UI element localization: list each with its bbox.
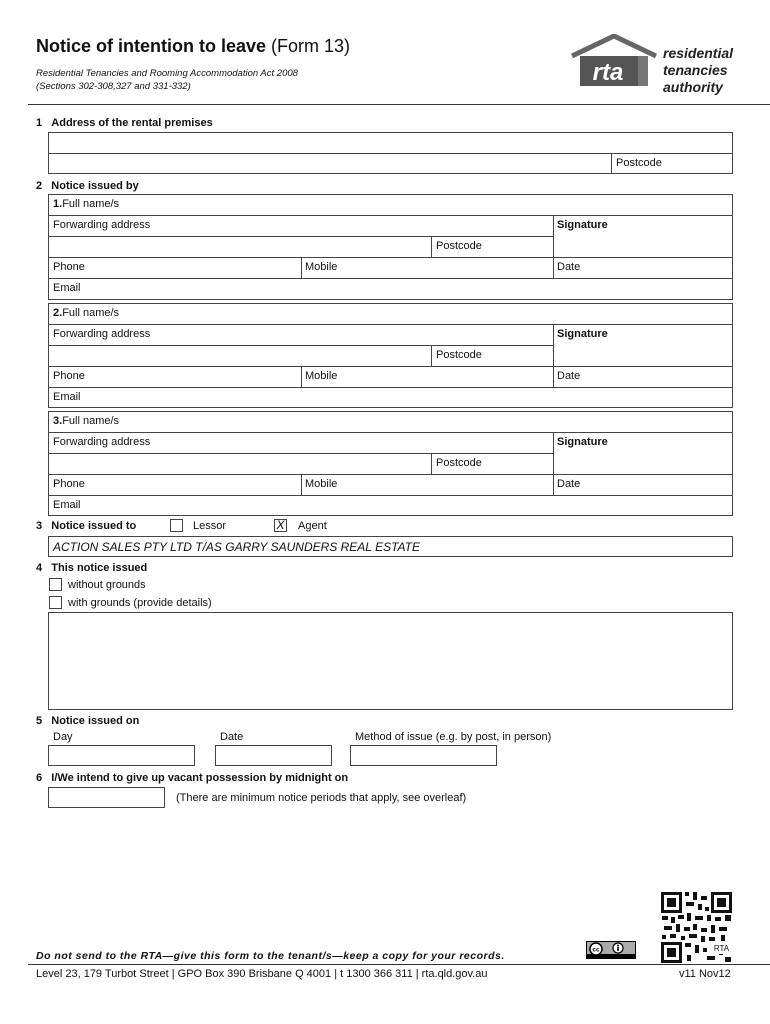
person-2-postcode-divider xyxy=(431,345,432,366)
vacate-date-field[interactable] xyxy=(48,787,165,808)
person-3-email-label: Email xyxy=(53,499,81,511)
section-3-heading: 3 Notice issued to xyxy=(36,520,137,532)
person-1-signature-label: Signature xyxy=(557,219,608,231)
person-1-mobile-label: Mobile xyxy=(305,261,338,273)
section-1-heading: 1 Address of the rental premises xyxy=(36,117,213,129)
form-number: (Form 13) xyxy=(271,36,351,56)
method-field[interactable] xyxy=(350,745,497,766)
person-3-sig-divider xyxy=(553,432,554,474)
logo-line-1: residential xyxy=(663,45,734,61)
person-3-line xyxy=(48,474,733,475)
person-1-line xyxy=(48,236,553,237)
person-2-line xyxy=(48,366,733,367)
person-2-email-label: Email xyxy=(53,391,81,403)
person-3-line xyxy=(48,432,733,433)
person-3-phone-label: Phone xyxy=(53,478,85,490)
person-3-line xyxy=(48,495,733,496)
person-3-name-label: 3.Full name/s xyxy=(53,415,120,427)
person-2-postcode-label: Postcode xyxy=(436,349,482,361)
person-2-signature-label: Signature xyxy=(557,328,608,340)
person-3-divider xyxy=(301,474,302,495)
agent-label: Agent xyxy=(298,520,327,532)
method-label: Method of issue (e.g. by post, in person) xyxy=(355,731,552,743)
without-grounds-checkbox[interactable] xyxy=(49,578,62,591)
person-1-line xyxy=(48,215,733,216)
person-1-forwarding-label: Forwarding address xyxy=(53,219,151,231)
person-3-divider xyxy=(553,474,554,495)
person-3-signature-label: Signature xyxy=(557,436,608,448)
creative-commons-badge xyxy=(586,941,636,959)
person-2-name-label: 2.Full name/s xyxy=(53,307,120,319)
person-2-mobile-label: Mobile xyxy=(305,370,338,382)
person-1-date-label: Date xyxy=(557,261,581,273)
footer-instruction: Do not send to the RTA—give this form to the tenant/s—keep a copy for your records. xyxy=(36,950,505,962)
person-2-line xyxy=(48,324,733,325)
address-postcode-label: Postcode xyxy=(616,157,662,169)
person-2-sig-divider xyxy=(553,324,554,366)
day-label: Day xyxy=(53,731,73,743)
qr-label: RTA xyxy=(713,944,730,953)
page-title xyxy=(36,36,350,57)
person-3-postcode-label: Postcode xyxy=(436,457,482,469)
logo-line-2: tenancies xyxy=(663,62,728,78)
person-1-divider xyxy=(553,257,554,278)
person-1-name-label: 1.Full name/s xyxy=(53,198,120,210)
person-2-date-label: Date xyxy=(557,370,581,382)
header-rule xyxy=(28,104,770,105)
person-3-date-label: Date xyxy=(557,478,581,490)
person-2-divider xyxy=(553,366,554,387)
person-1-line xyxy=(48,278,733,279)
person-3-forwarding-label: Forwarding address xyxy=(53,436,151,448)
qr-code xyxy=(660,891,733,964)
notice-period-note: (There are minimum notice periods that apply, see overleaf) xyxy=(176,792,467,804)
person-2-divider xyxy=(301,366,302,387)
footer-rule xyxy=(28,964,770,965)
act-reference xyxy=(36,67,298,93)
person-2-phone-label: Phone xyxy=(53,370,85,382)
address-line-divider xyxy=(48,153,733,154)
person-1-postcode-label: Postcode xyxy=(436,240,482,252)
recipient-value: ACTION SALES PTY LTD T/AS GARRY SAUNDERS REAL ESTATE xyxy=(53,540,420,554)
person-1-sig-divider xyxy=(553,215,554,257)
person-3-block[interactable] xyxy=(48,411,733,516)
agent-checkbox[interactable]: X xyxy=(274,519,287,532)
with-grounds-checkbox[interactable] xyxy=(49,596,62,609)
logo-wordmark xyxy=(663,45,733,96)
act-sections: (Sections 302-308,327 and 331-332) xyxy=(36,81,191,92)
person-3-postcode-divider xyxy=(431,453,432,474)
form-version: v11 Nov12 xyxy=(679,968,731,980)
logo-abbrev: rta xyxy=(592,59,624,86)
title-text: Notice of intention to leave xyxy=(36,36,267,56)
act-name: Residential Tenancies and Rooming Accommodation Act 2008 xyxy=(36,68,298,79)
logo-line-3: authority xyxy=(663,79,723,95)
lessor-checkbox[interactable] xyxy=(170,519,183,532)
postcode-divider xyxy=(611,153,612,174)
date-label: Date xyxy=(220,731,244,743)
person-2-line xyxy=(48,345,553,346)
person-3-line xyxy=(48,453,553,454)
person-3-mobile-label: Mobile xyxy=(305,478,338,490)
cc-label: cc xyxy=(592,946,600,954)
section-6-heading: 6 I/We intend to give up vacant possession by midnight on xyxy=(36,772,349,784)
person-1-block[interactable] xyxy=(48,194,733,300)
section-5-heading: 5 Notice issued on xyxy=(36,715,140,727)
footer-address: Level 23, 179 Turbot Street | GPO Box 390 Brisbane Q 4001 | t 1300 366 311 | rta.qld.gov.au xyxy=(36,968,488,980)
person-2-forwarding-label: Forwarding address xyxy=(53,328,151,340)
person-1-postcode-divider xyxy=(431,236,432,257)
section-4-heading: 4 This notice issued xyxy=(36,562,148,574)
with-grounds-label: with grounds (provide details) xyxy=(68,597,212,609)
person-2-line xyxy=(48,387,733,388)
without-grounds-label: without grounds xyxy=(68,579,146,591)
person-1-email-label: Email xyxy=(53,282,81,294)
person-2-block[interactable] xyxy=(48,303,733,408)
person-1-phone-label: Phone xyxy=(53,261,85,273)
person-1-divider xyxy=(301,257,302,278)
section-2-heading: 2 Notice issued by xyxy=(36,180,139,192)
date-field[interactable] xyxy=(215,745,332,766)
lessor-label: Lessor xyxy=(193,520,227,532)
person-1-line xyxy=(48,257,733,258)
grounds-details-field[interactable] xyxy=(48,612,733,710)
day-field[interactable] xyxy=(48,745,195,766)
